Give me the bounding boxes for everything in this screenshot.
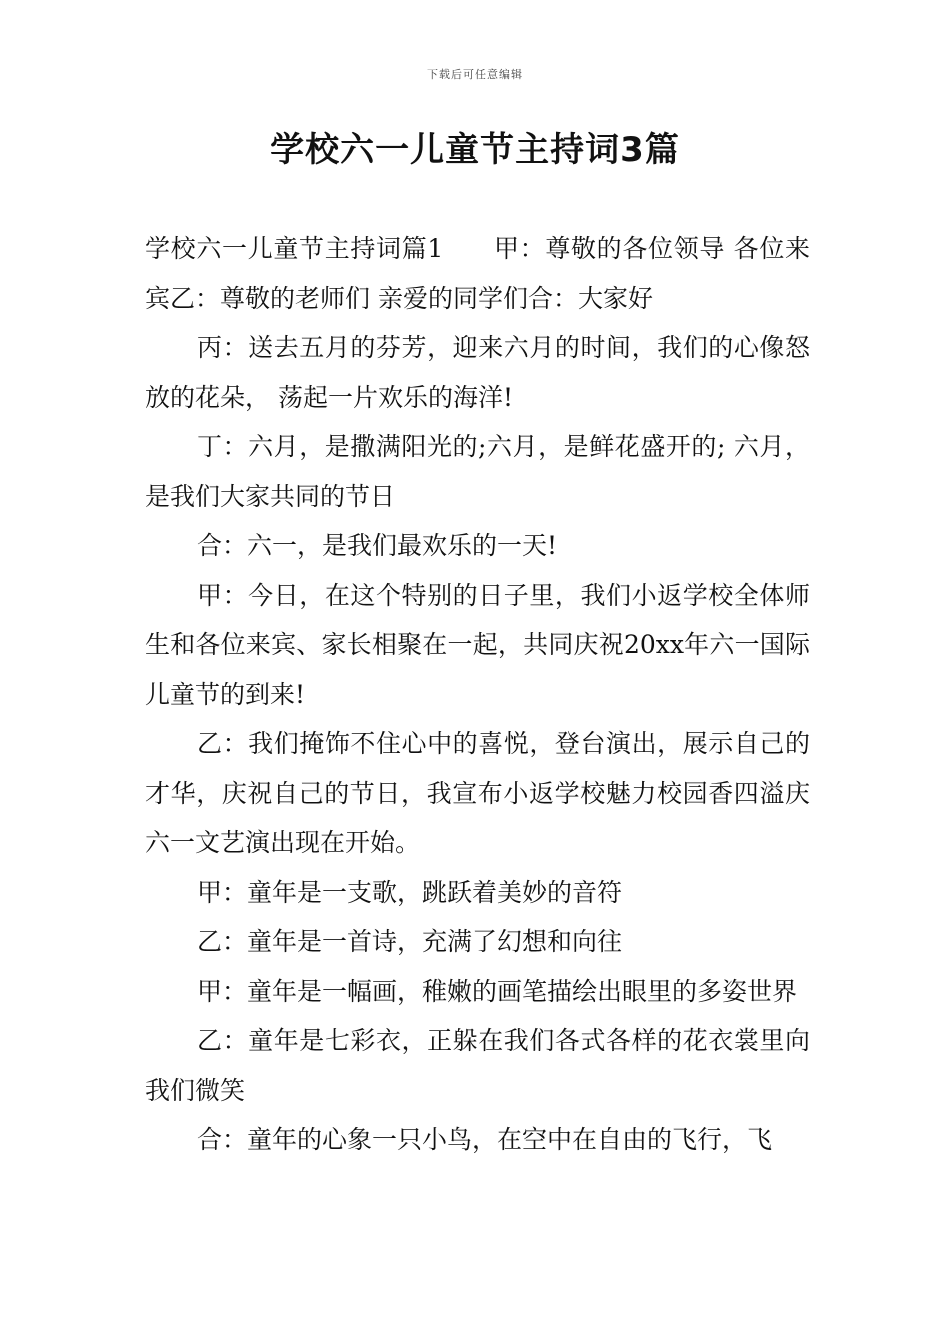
paragraph: 合：六一，是我们最欢乐的一天! (197, 531, 558, 560)
header-note: 下载后可任意编辑 (427, 68, 523, 81)
paragraph: 丙：送去五月的芬芳，迎来六月的时间，我们的心像怒放的花朵， 荡起一片欢乐的海洋! (145, 333, 810, 412)
paragraph: 丁：六月，是撒满阳光的;六月，是鲜花盛开的; 六月，是我们大家共同的节日 (145, 432, 810, 511)
document-title: 学校六一儿童节主持词3篇 (270, 130, 680, 170)
paragraph: 甲：今日，在这个特别的日子里，我们小返学校全体师生和各位来宾、家长相聚在一起，共同庆祝20xx年六一国际儿童节的到来! (145, 580, 810, 709)
intro-paragraph (145, 224, 810, 323)
paragraph: 乙：童年是七彩衣，正躲在我们各式各样的花衣裳里向我们微笑 (145, 1026, 810, 1105)
section-heading: 学校六一儿童节主持词篇1 (145, 234, 444, 263)
paragraph: 乙：童年是一首诗，充满了幻想和向往 (197, 927, 623, 956)
paragraph: 乙：我们掩饰不住心中的喜悦，登台演出，展示自己的才华，庆祝自己的节日，我宣布小返学校魅力校园香四溢庆六一文艺演出现在开始。 (145, 729, 810, 857)
paragraph: 甲：童年是一支歌，跳跃着美妙的音符 (197, 877, 623, 907)
intro-greeting: 甲：尊敬的各位领导 各位来宾乙：尊敬的老师们 亲爱的同学们合：大家好 (145, 234, 810, 313)
document-body (145, 224, 810, 1165)
paragraph: 甲：童年是一幅画，稚嫩的画笔描绘出眼里的多姿世界 (197, 976, 798, 1006)
paragraph: 合：童年的心象一只小鸟，在空中在自由的飞行，飞 (197, 1125, 773, 1154)
